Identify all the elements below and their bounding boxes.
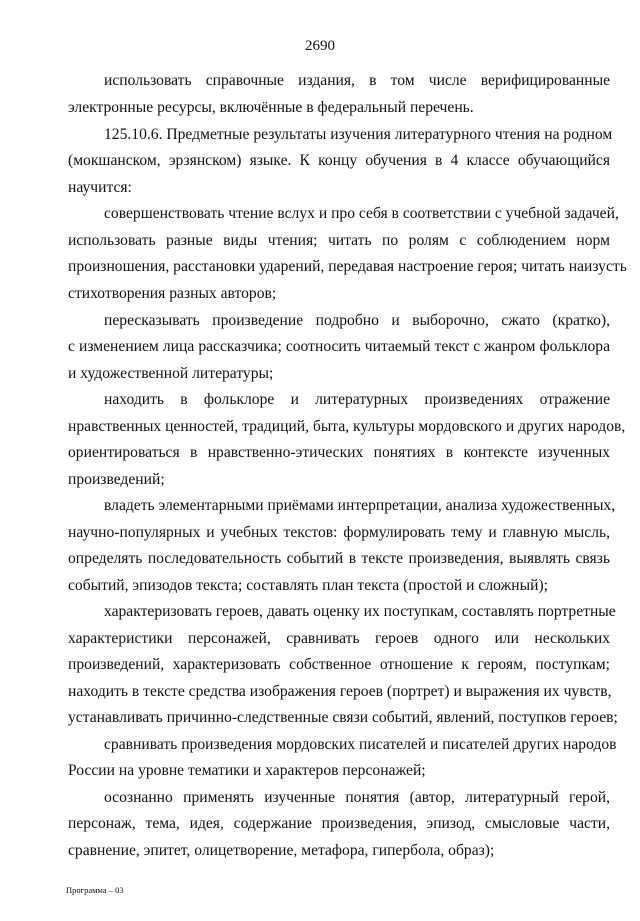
text-line: устанавливать причинно-следственные связи событий, явлений, поступков героев;: [68, 709, 618, 726]
text-line: находить в фольклоре и литературных произведениях отражение: [104, 391, 610, 408]
text-line: осознанно применять изученные понятия (автор, литературный герой,: [104, 789, 610, 806]
text-line: произведений, характеризовать собственное отношение к героям, поступкам;: [68, 656, 610, 673]
text-line: находить в тексте средства изображения героев (портрет) и выражения их чувств,: [68, 683, 612, 700]
text-line: ориентироваться в нравственно-этических понятиях в контексте изученных: [68, 444, 610, 461]
text-line: произведений;: [68, 471, 165, 488]
text-line: стихотворения разных авторов;: [68, 285, 277, 302]
text-line: использовать справочные издания, в том числе верифицированные: [104, 72, 610, 89]
text-line: научно-популярных и учебных текстов: формулировать тему и главную мысль,: [68, 524, 610, 541]
text-line: нравственных ценностей, традиций, быта, культуры мордовского и других народов,: [68, 418, 626, 435]
text-line: характеристики персонажей, сравнивать героев одного или нескольких: [68, 630, 610, 647]
text-line: 125.10.6. Предметные результаты изучения литературного чтения на родном: [104, 126, 613, 143]
text-line: пересказывать произведение подробно и выборочно, сжато (кратко),: [104, 312, 610, 329]
text-line: персонаж, тема, идея, содержание произведения, эпизод, смысловые части,: [68, 815, 610, 832]
page-footer: Программа – 03: [66, 885, 124, 895]
text-line: произношения, расстановки ударений, передавая настроение героя; читать наизусть: [68, 258, 627, 275]
text-line: владеть элементарными приёмами интерпретации, анализа художественных,: [104, 497, 616, 514]
text-line: России на уровне тематики и характеров персонажей;: [68, 762, 426, 779]
text-line: и художественной литературы;: [68, 365, 274, 382]
text-line: научится:: [68, 179, 132, 196]
text-line: сравнение, эпитет, олицетворение, метафора, гипербола, образ);: [68, 842, 495, 859]
text-line: событий, эпизодов текста; составлять план текста (простой и сложный);: [68, 577, 548, 594]
text-line: с изменением лица рассказчика; соотносить читаемый текст с жанром фольклора: [68, 338, 610, 355]
text-line: характеризовать героев, давать оценку их поступкам, составлять портретные: [104, 603, 616, 620]
text-line: использовать разные виды чтения; читать по ролям с соблюдением норм: [68, 232, 610, 249]
text-line: определять последовательность событий в тексте произведения, выявлять связь: [68, 550, 610, 567]
page-number: 2690: [305, 38, 335, 54]
text-line: сравнивать произведения мордовских писателей и писателей других народов: [104, 736, 617, 753]
text-line: электронные ресурсы, включённые в федеральный перечень.: [68, 99, 474, 116]
text-line: (мокшанском, эрзянском) языке. К концу обучения в 4 классе обучающийся: [68, 152, 610, 169]
text-line: совершенствовать чтение вслух и про себя в соответствии с учебной задачей,: [104, 205, 619, 222]
